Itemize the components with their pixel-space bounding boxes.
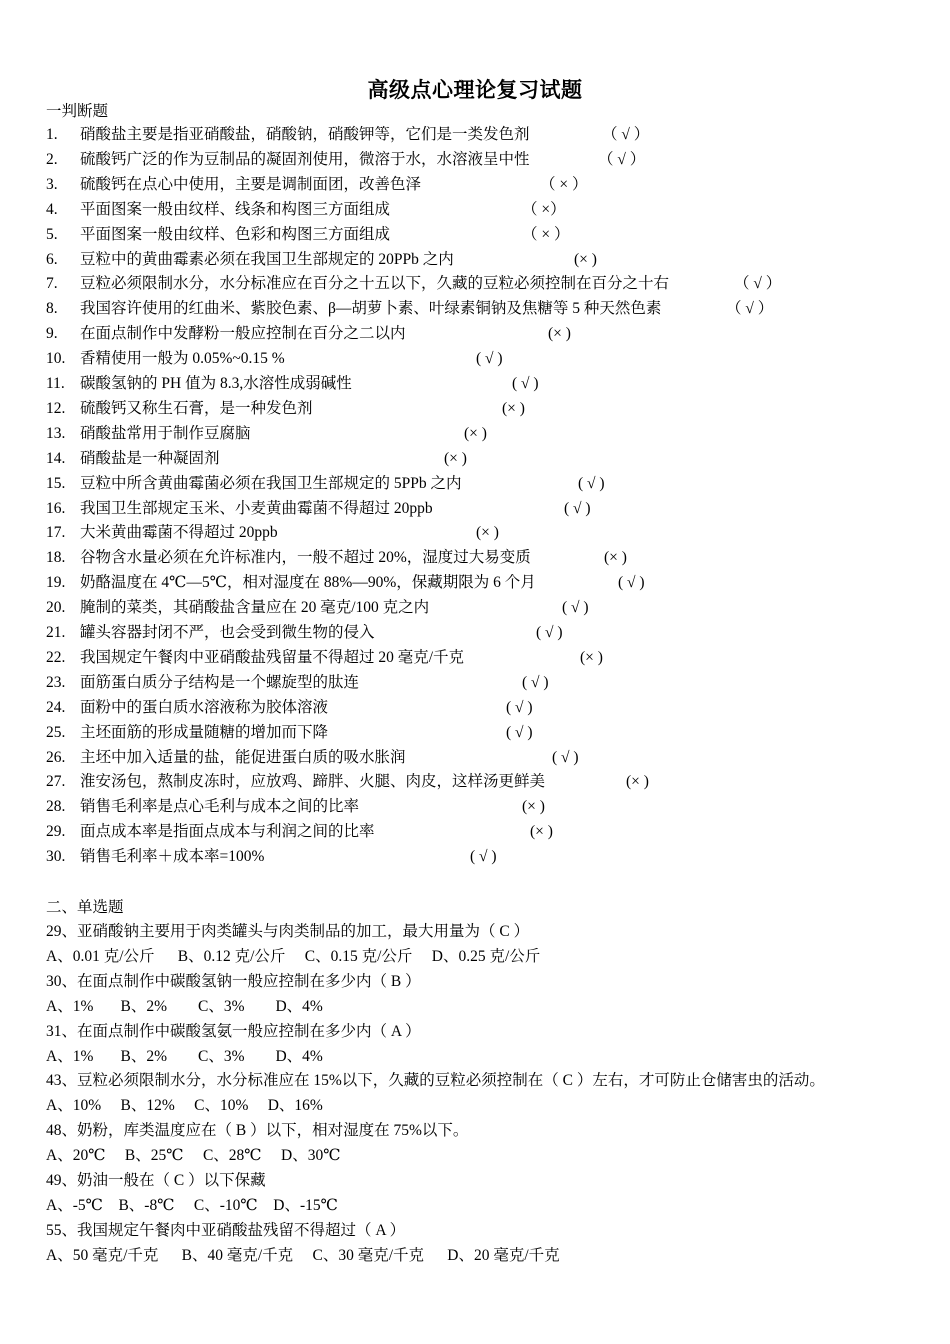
- item-answer: (× ): [574, 250, 597, 268]
- judgment-item: [46, 399, 313, 419]
- item-text: 平面图案一般由纹样、色彩和构图三方面组成: [80, 225, 391, 243]
- item-number: 18.: [46, 549, 66, 567]
- judgment-item: [46, 723, 328, 743]
- item-text: 我国规定午餐肉中亚硝酸盐残留量不得超过 20 毫克/千克: [80, 648, 465, 666]
- judgment-item: [46, 598, 429, 618]
- item-answer: (× ): [444, 449, 467, 467]
- question-line: 31、在面点制作中碳酸氢氨一般应控制在多少内（ A ）: [46, 1022, 421, 1040]
- judgment-item: [46, 274, 669, 294]
- item-text: 平面图案一般由纹样、线条和构图三方面组成: [80, 200, 391, 218]
- item-number: 17.: [46, 524, 66, 542]
- item-answer: （ √ ）: [734, 275, 782, 293]
- section-heading-judgment: 一判断题: [46, 103, 109, 120]
- item-number: 13.: [46, 424, 66, 442]
- item-number: 2.: [46, 150, 58, 168]
- item-text: 淮安汤包，熬制皮冻时，应放鸡、蹄胖、火腿、肉皮，这样汤更鲜美: [80, 773, 546, 791]
- judgment-item: [46, 573, 536, 593]
- item-answer: ( √ ): [578, 474, 605, 492]
- options-line: A、20℃ B、25℃ C、28℃ D、30℃: [46, 1147, 341, 1165]
- item-answer: ( √ ): [470, 848, 497, 866]
- item-answer: (× ): [604, 549, 627, 567]
- options-line: A、50 毫克/千克 B、40 毫克/千克 C、30 毫克/千克 D、20 毫克/千克: [46, 1246, 560, 1264]
- options-line: A、0.01 克/公斤 B、0.12 克/公斤 C、0.15 克/公斤 D、0.25 克/公斤: [46, 947, 541, 965]
- item-answer: ( √ ): [506, 723, 533, 741]
- item-answer: （ √ ）: [602, 126, 650, 143]
- judgment-item: [46, 822, 375, 842]
- item-number: 29.: [46, 823, 66, 841]
- item-number: 26.: [46, 748, 66, 766]
- item-text: 奶酪温度在 4℃—5℃，相对湿度在 88%—90%，保藏期限为 6 个月: [80, 574, 536, 592]
- item-answer: ( √ ): [512, 375, 539, 392]
- item-answer: （ × ）: [522, 225, 570, 243]
- item-answer: (× ): [502, 399, 525, 417]
- judgment-item: [46, 225, 390, 245]
- item-number: 23.: [46, 673, 66, 691]
- item-text: 大米黄曲霉菌不得超过 20ppb: [80, 524, 278, 542]
- item-number: 24.: [46, 698, 66, 716]
- item-text: 面粉中的蛋白质水溶液称为胶体溶液: [80, 698, 329, 716]
- item-answer: ( √ ): [552, 748, 579, 766]
- item-text: 在面点制作中发酵粉一般应控制在百分之二以内: [80, 325, 406, 343]
- item-number: 22.: [46, 648, 66, 666]
- item-answer: (× ): [464, 424, 487, 442]
- item-answer: （ √ ）: [726, 300, 774, 318]
- item-answer: （ √ ）: [598, 150, 646, 168]
- item-text: 销售毛利率＋成本率=100%: [80, 848, 265, 866]
- item-answer: (× ): [580, 648, 603, 666]
- item-number: 8.: [46, 300, 58, 318]
- item-text: 硝酸盐常用于制作豆腐脑: [80, 424, 251, 442]
- item-number: 16.: [46, 499, 66, 517]
- item-number: 25.: [46, 723, 66, 741]
- item-answer: ( √ ): [522, 673, 549, 691]
- item-text: 我国容许使用的红曲米、紫胶色素、β—胡萝卜素、叶绿素铜钠及焦糖等 5 种天然色素: [80, 300, 662, 318]
- judgment-item: [46, 499, 433, 519]
- item-text: 碳酸氢钠的 PH 值为 8.3,水溶性成弱碱性: [80, 375, 352, 392]
- judgment-item: [46, 349, 285, 369]
- item-text: 硝酸盐主要是指亚硝酸盐，硝酸钠，硝酸钾等，它们是一类发色剂: [80, 126, 530, 143]
- judgment-item: [46, 623, 375, 643]
- item-number: 14.: [46, 449, 66, 467]
- item-number: 11.: [46, 375, 65, 392]
- item-answer: (× ): [626, 773, 649, 791]
- question-line: 29、亚硝酸钠主要用于肉类罐头与肉类制品的加工，最大用量为（ C ）: [46, 923, 530, 940]
- item-answer: （ ×）: [522, 200, 566, 218]
- item-answer: ( √ ): [476, 350, 503, 368]
- item-text: 豆粒中的黄曲霉素必须在我国卫生部规定的 20PPb 之内: [80, 250, 454, 268]
- item-number: 1.: [46, 126, 58, 143]
- item-answer: (× ): [530, 823, 553, 841]
- item-number: 30.: [46, 848, 66, 866]
- judgment-item: [46, 797, 359, 817]
- judgment-item: [46, 548, 531, 568]
- item-number: 19.: [46, 574, 66, 592]
- item-number: 12.: [46, 399, 66, 417]
- judgment-item: [46, 449, 220, 469]
- item-text: 硫酸钙在点心中使用，主要是调制面团，改善色泽: [80, 175, 422, 193]
- item-answer: (× ): [522, 798, 545, 816]
- item-text: 销售毛利率是点心毛利与成本之间的比率: [80, 798, 360, 816]
- judgment-item: [46, 424, 251, 444]
- judgment-item: [46, 175, 421, 195]
- judgment-item: [46, 698, 328, 718]
- item-number: 6.: [46, 250, 58, 268]
- item-text: 主坯中加入适量的盐，能促进蛋白质的吸水胀润: [80, 748, 406, 766]
- item-text: 主坯面筋的形成量随糖的增加而下降: [80, 723, 329, 741]
- item-text: 腌制的菜类，其硝酸盐含量应在 20 毫克/100 克之内: [80, 599, 430, 617]
- item-answer: ( √ ): [564, 499, 591, 517]
- judgment-item: [46, 474, 462, 494]
- judgment-item: [46, 250, 454, 270]
- question-line: 49、奶油一般在（ C ）以下保藏: [46, 1172, 266, 1189]
- judgment-item: [46, 748, 406, 768]
- item-number: 9.: [46, 325, 58, 343]
- item-text: 面筋蛋白质分子结构是一个螺旋型的肽连: [80, 673, 360, 691]
- item-answer: (× ): [548, 325, 571, 343]
- question-line: 30、在面点制作中碳酸氢钠一般应控制在多少内（ B ）: [46, 972, 421, 990]
- judgment-item: [46, 673, 359, 693]
- item-text: 硫酸钙广泛的作为豆制品的凝固剂使用，微溶于水，水溶液呈中性: [80, 150, 530, 168]
- question-line: 48、奶粉，库类温度应在（ B ）以下，相对湿度在 75%以下。: [46, 1122, 469, 1140]
- judgment-item: [46, 374, 352, 394]
- item-text: 豆粒中所含黄曲霉菌必须在我国卫生部规定的 5PPb 之内: [80, 474, 462, 492]
- judgment-item: [46, 523, 278, 543]
- item-number: 10.: [46, 350, 66, 368]
- item-answer: (× ): [476, 524, 499, 542]
- item-text: 香精使用一般为 0.05%~0.15 %: [80, 350, 285, 368]
- item-text: 谷物含水量必须在允许标准内，一般不超过 20%，湿度过大易变质: [80, 549, 531, 567]
- item-answer: （ × ）: [540, 175, 588, 193]
- judgment-item: [46, 324, 406, 344]
- item-number: 28.: [46, 798, 66, 816]
- item-number: 15.: [46, 474, 66, 492]
- question-line: 43、豆粒必须限制水分，水分标准应在 15%以下，久藏的豆粒必须控制在（ C ）左右，才可防止仓储害虫的活动。: [46, 1072, 825, 1090]
- options-line: A、1% B、2% C、3% D、4%: [46, 1047, 323, 1065]
- item-number: 20.: [46, 599, 66, 617]
- judgment-item: [46, 150, 530, 170]
- item-text: 面点成本率是指面点成本与利润之间的比率: [80, 823, 375, 841]
- judgment-item: [46, 125, 530, 145]
- page-title: 高级点心理论复习试题: [367, 78, 583, 102]
- item-text: 我国卫生部规定玉米、小麦黄曲霉菌不得超过 20ppb: [80, 499, 433, 517]
- item-answer: ( √ ): [506, 698, 533, 716]
- item-text: 豆粒必须限制水分，水分标准应在百分之十五以下，久藏的豆粒必须控制在百分之十右: [80, 275, 670, 293]
- judgment-item: [46, 772, 545, 792]
- options-line: A、-5℃ B、-8℃ C、-10℃ D、-15℃: [46, 1196, 338, 1214]
- judgment-item: [46, 200, 390, 220]
- options-line: A、10% B、12% C、10% D、16%: [46, 1097, 323, 1115]
- options-line: A、1% B、2% C、3% D、4%: [46, 997, 323, 1015]
- item-number: 4.: [46, 200, 58, 218]
- judgment-item: [46, 847, 264, 867]
- judgment-item: [46, 648, 464, 668]
- item-answer: ( √ ): [562, 599, 589, 617]
- item-answer: ( √ ): [536, 624, 563, 641]
- item-number: 5.: [46, 225, 58, 243]
- item-number: 3.: [46, 175, 58, 193]
- question-line: 55、我国规定午餐肉中亚硝酸盐残留不得超过（ A ）: [46, 1221, 406, 1239]
- item-number: 27.: [46, 773, 66, 791]
- item-text: 罐头容器封闭不严，也会受到微生物的侵入: [80, 624, 375, 641]
- item-text: 硫酸钙又称生石膏，是一种发色剂: [80, 399, 313, 417]
- section-heading-single-choice: 二、单选题: [46, 899, 124, 916]
- item-text: 硝酸盐是一种凝固剂: [80, 449, 220, 467]
- item-answer: ( √ ): [618, 574, 645, 592]
- item-number: 7.: [46, 275, 58, 293]
- item-number: 21.: [46, 624, 66, 641]
- judgment-item: [46, 299, 661, 319]
